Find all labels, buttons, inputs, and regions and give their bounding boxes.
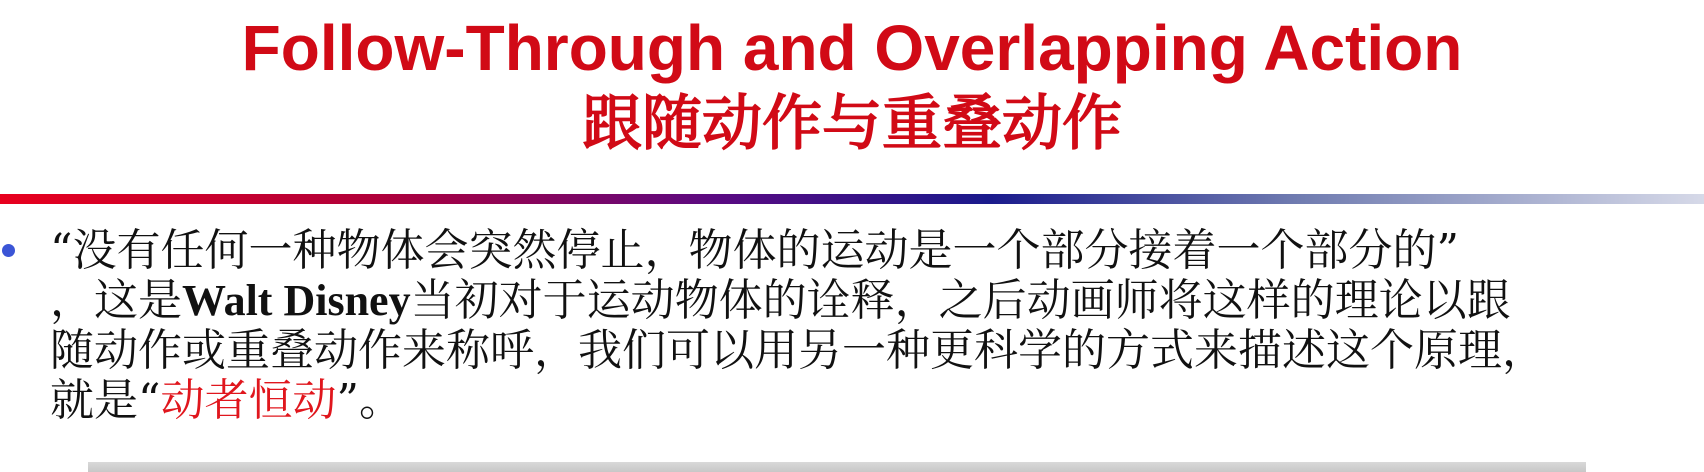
image-top-edge — [88, 462, 1586, 472]
line2-prefix: ，这是 — [50, 275, 182, 326]
gradient-divider — [0, 194, 1704, 204]
line4-suffix: ”。 — [336, 375, 403, 426]
bullet-icon — [2, 244, 15, 257]
walt-disney-name: Walt Disney — [182, 276, 411, 325]
line4-prefix: 就是“ — [50, 375, 161, 426]
slide-title — [0, 8, 1704, 160]
title-chinese: 跟随动作与重叠动作 — [582, 89, 1122, 159]
bullet-paragraph — [50, 226, 1690, 426]
paragraph-line-2 — [50, 276, 1690, 326]
paragraph-line-4 — [50, 376, 1690, 426]
paragraph-line-3: 随动作或重叠动作来称呼，我们可以用另一种更科学的方式来描述这个原理， — [50, 325, 1546, 376]
paragraph-line-1: “没有任何一种物体会突然停止，物体的运动是一个部分接着一个部分的” — [50, 225, 1459, 276]
emphasis-phrase: 动者恒动 — [160, 375, 337, 426]
line2-suffix: 当初对于运动物体的诠释，之后动画师将这样的理论以跟 — [410, 275, 1511, 326]
title-english: Follow-Through and Overlapping Action — [241, 12, 1463, 84]
